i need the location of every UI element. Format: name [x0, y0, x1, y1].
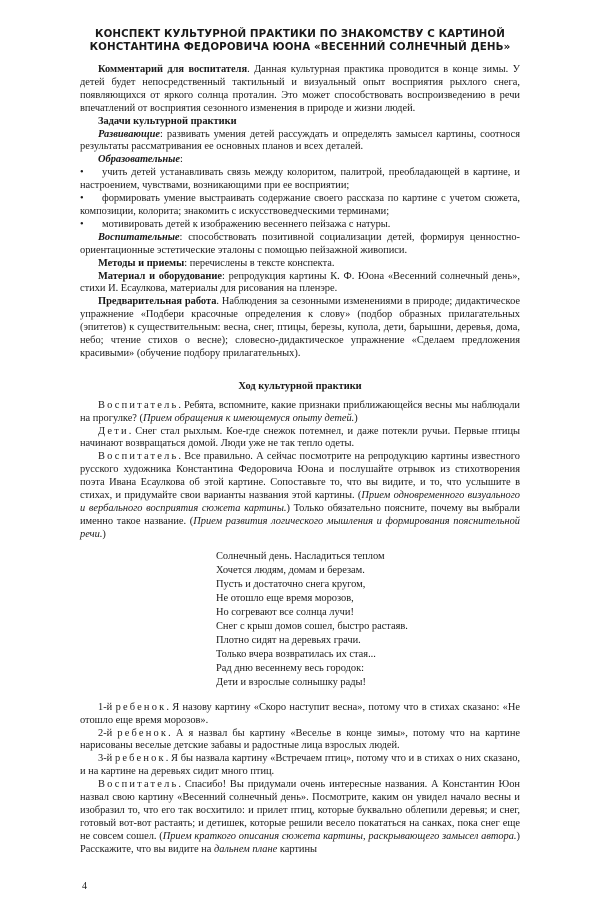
speaker: Воспитатель [98, 451, 179, 463]
comment-paragraph [80, 64, 520, 116]
title-line: КОНСПЕКТ КУЛЬТУРНОЙ ПРАКТИКИ ПО ЗНАКОМСТВУ С КАРТИНОЙ [95, 28, 505, 40]
materials-label: Материал и оборудование [98, 270, 223, 282]
line-text: . А я назвал бы картину «Веселье в конце зимы», потому что на картине нарисованы веселые детские забавы и радостные лица взрослых людей. [80, 727, 520, 752]
page-title [80, 28, 520, 54]
speaker: Воспитатель [98, 779, 179, 791]
poem-line: Но согревают все солнца лучи! [216, 606, 354, 618]
method-note: Прием одновременного визуального и вербального восприятия сюжета картины. [80, 490, 520, 514]
poem-line: Плотно сидят на деревьях грачи. [216, 634, 361, 646]
poem-line: Только вчера возвратилась их стая... [216, 648, 376, 660]
tasks-heading [80, 116, 520, 129]
poem-line: Дети и взрослые солнышку рады! [216, 676, 366, 688]
method-note: Прием развития логического мышления и формирования пояснительной речи. [80, 515, 520, 540]
tasks-heading-text: Задачи культурной практики [98, 115, 237, 127]
preliminary-label: Предварительная работа [98, 296, 217, 308]
poem-line: Не отошло еще время морозов, [216, 592, 354, 604]
list-item-text: формировать умение выстраивать содержание своего рассказа по картине с учетом сюжета, композиции, колорита; знакомить с искусствоведческими терминами; [80, 193, 520, 217]
speaker: ребенок [117, 727, 169, 739]
child-number: 3-й [98, 753, 113, 765]
line-text: ) Расскажите, что вы видите на [80, 830, 520, 855]
line-text: картины [277, 843, 318, 855]
developing-text: : развивать умения детей рассуждать и определять замысел картины, соотнося результаты рассматривания ее основных планов и всех деталей. [80, 128, 520, 153]
comment-label: Комментарий для воспитателя [98, 64, 248, 75]
methods-text: : перечислены в тексте конспекта. [184, 257, 335, 269]
educational-heading [80, 154, 520, 167]
poem-line: Снег с крыш домов сошел, быстро растаяв. [216, 620, 408, 632]
upbringing-paragraph [80, 232, 520, 258]
developing-label: Развивающие [98, 128, 161, 140]
upbringing-text: : способствовать позитивной социализации детей, формируя ценностно-ориентационные эстетические эталоны с помощью пейзажной живописи. [80, 231, 520, 256]
line-text: ) [102, 528, 106, 540]
poem-line: Рад дню весеннему весь городок: [216, 662, 365, 674]
speaker: Дети [98, 425, 129, 437]
educational-label: Образовательные [98, 154, 180, 166]
poem-line: Пусть и достаточно снега кругом, [216, 578, 366, 590]
dialogue-line [80, 753, 520, 779]
child-number: 1-й [98, 701, 113, 713]
list-item [80, 219, 520, 232]
materials-paragraph [80, 271, 520, 297]
dialogue-line [80, 451, 520, 541]
developing-paragraph [80, 129, 520, 155]
preliminary-paragraph [80, 296, 520, 361]
line-text: . Я назову картину «Скоро наступит весна», потому что в стихах сказано: «Не отошло еще время морозов». [80, 701, 520, 726]
methods-label: Методы и приемы [98, 257, 185, 269]
poem-line: Солнечный день. Насладиться теплом [216, 550, 385, 562]
methods-paragraph [80, 258, 520, 271]
line-text: . Ребята, вспомните, какие признаки приближающейся весны мы наблюдали на прогулке? ( [80, 399, 520, 424]
list-item-text: мотивировать детей к изображению весеннего пейзажа с натуры. [102, 218, 391, 230]
list-item [80, 193, 520, 219]
child-number: 2-й [98, 727, 113, 739]
line-text: . Снег стал рыхлым. Кое-где снежок потемнел, и даже потекли ручьи. Первые птицы начинают возвращаться домой. Люди уже не так тепло одеты. [80, 425, 520, 450]
bullet-icon: • [80, 167, 84, 179]
materials-text: : репродукция картины К. Ф. Юона «Весенний солнечный день», стихи И. Есаулкова, материалы для рисования на пленэре. [80, 270, 521, 295]
dialogue-line [80, 779, 520, 856]
emphasis: дальнем плане [213, 843, 278, 855]
poem [216, 550, 520, 690]
upbringing-label: Воспитательные [98, 231, 180, 243]
dialogue-line [80, 400, 520, 426]
line-text: . Все правильно. А сейчас посмотрите на репродукцию картины известного русского художника Константина Федоровича Юона и послушайте отрывок из стихотворения поэта Ивана Есаулкова об этой картине. Сопоставьте то, что вы видите, и то, что услышите в стихах, и придумайте свои варианты названия этой картины. ( [80, 451, 520, 502]
line-text: . Спасибо! Вы придумали очень интересные названия. А Константин Юон назвал свою картину «Весенний солнечный день». Посмотрите, каким он увидел начало весны и изобразил то, что его так восхитило: и прилет птиц, которые буквально облепили деревья; и снег, готовый вот-вот растаять; и детишек, которые решили весело покататься на санках, пока снег еще не совсем сошел. ( [80, 779, 520, 842]
list-item [80, 167, 520, 193]
dialogue-line [80, 728, 520, 754]
speaker: ребенок [115, 701, 167, 713]
preliminary-text: . Наблюдения за сезонными изменениями в природе; дидактическое упражнение «Подбери красочные определения к слову» (подбор образных прилагательных (эпитетов) к существительным: весна, снег, птицы, березы, купола, дети, барышни, деревья, дома, небо; чтение стихов о весне); словесно-дидактическое упражнение «Сделаем предложения красивыми» (обучение подбору прилагательных). [80, 296, 520, 359]
dialogue-line [80, 426, 520, 452]
line-text: ) Только обязательно поясните, почему вы выбрали именно такое название. ( [80, 503, 520, 527]
comment-text: . Данная культурная практика проводится в конце зимы. У детей будет непосредственный тактильный и визуальный опыт восприятия рыхлого снега, появляющихся от яркого солнца проталин. Это может способствовать воспроизведению в речи впечатлений от восприятия сезонного изменения в природе и жизни людей. [80, 64, 520, 114]
speaker: Воспитатель [98, 399, 179, 411]
poem-line: Хочется людям, домам и березам. [216, 564, 365, 576]
bullet-icon: • [80, 218, 84, 230]
method-note: Прием краткого описания сюжета картины, раскрывающего замысел автора. [162, 830, 517, 842]
course-heading: Ход культурной практики [238, 380, 362, 392]
educational-colon: : [179, 154, 183, 166]
list-item-text: учить детей устанавливать связь между колоритом, палитрой, преобладающей в картине, и настроением, чувствами, возникающими при ее восприятии; [80, 167, 520, 192]
dialogue-line [80, 702, 520, 728]
page-number: 4 [82, 880, 87, 892]
line-text: ) [354, 412, 358, 424]
title-line: КОНСТАНТИНА ФЕДОРОВИЧА ЮОНА «ВЕСЕННИЙ СОЛНЕЧНЫЙ ДЕНЬ» [89, 41, 511, 53]
speaker: ребенок [114, 753, 166, 765]
line-text: . Я бы назвала картину «Встречаем птиц», потому что и в стихах о них сказано, и на картине на деревьях сидит много птиц. [80, 753, 520, 778]
method-note: Прием обращения к имеющемуся опыту детей. [142, 412, 355, 424]
bullet-icon: • [80, 193, 84, 205]
